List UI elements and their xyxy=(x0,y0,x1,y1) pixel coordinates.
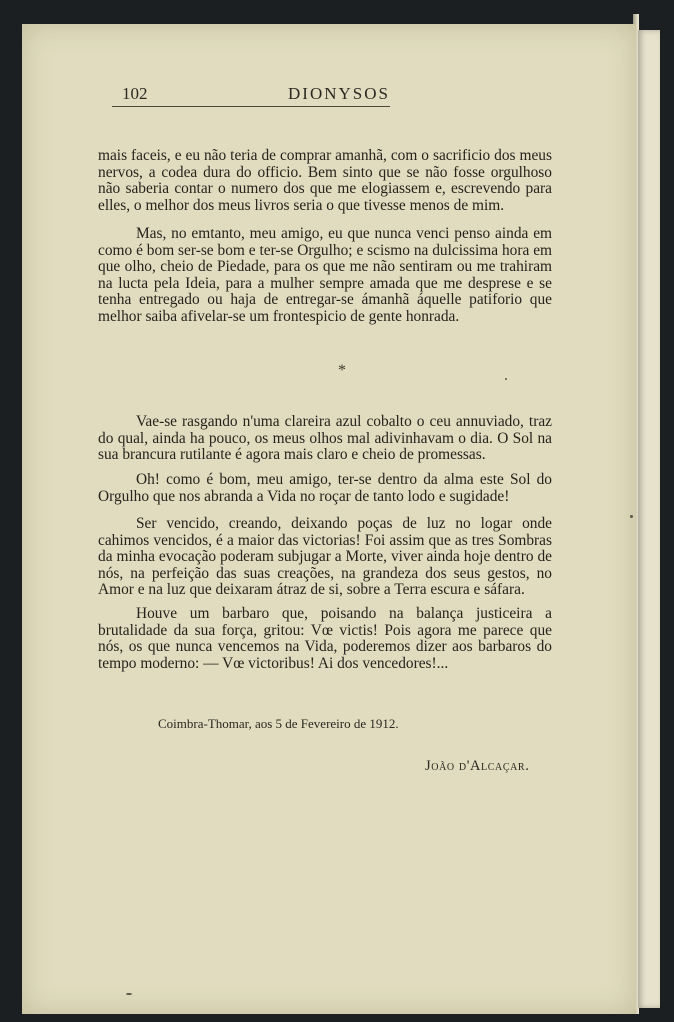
paragraph xyxy=(98,472,552,505)
page-number: 102 xyxy=(122,84,148,103)
paper-speck xyxy=(630,515,633,518)
paragraph xyxy=(98,606,552,672)
paragraph xyxy=(98,226,552,326)
section-divider-asterisk: * xyxy=(338,362,346,379)
paragraph-text: Ser vencido, creando, deixando poças de luz no logar onde cahimos vencidos, é a maior das victorias! Foi assim que as tres Sombras da minha evocação poderam subjugar a Morte, viver ainda hoje dentro de nós, na perfeição das suas creações, na grandeza dos seus gestos, no Amor e na luz que deixaram átraz de si, sobre a Terra escura e sáfara. xyxy=(98,515,552,599)
paragraph-text: Vae-se rasgando n'uma clareira azul cobalto o ceu annuviado, traz do qual, ainda ha pouco, os meus olhos mal adivinhavam o dia. O Sol na sua brancura rutilante é agora mais claro e cheio de promessas. xyxy=(98,413,552,464)
paragraph-text: Houve um barbaro que, poisando na balança justiceira a brutalidade da sua força, gritou: Vœ victis! Pois agora me parece que nós, os que nunca vencemos na Vida, poderemos dizer aos barbaros do tempo moderno: — Vœ victoribus! Ai dos vencedores!... xyxy=(98,605,552,672)
author-signature: João d'Alcaçar. xyxy=(425,758,530,774)
dateline: Coimbra-Thomar, aos 5 de Fevereiro de 1912. xyxy=(158,716,399,731)
paper-speck xyxy=(505,378,507,380)
paragraph xyxy=(98,516,552,599)
running-title: DIONYSOS xyxy=(288,84,390,103)
facing-page-edge xyxy=(638,30,660,1008)
paragraph xyxy=(98,414,552,464)
paragraph-text: Oh! como é bom, meu amigo, ter-se dentro da alma este Sol do Orgulho que nos abranda a Vida no roçar de tanto lodo e sugidade! xyxy=(98,471,552,505)
page-header xyxy=(112,84,390,107)
paragraph-continued: mais faceis, e eu não teria de comprar amanhã, com o sacrificio dos meus nervos, a codea dura do officio. Bem sinto que se não fosse orgulhoso não saberia contar o numero dos que me elogiassem e, escrevendo para elles, o melhor dos meus livros seria o que tivesse menos de mim. xyxy=(98,147,552,214)
paragraph-text: Mas, no emtanto, meu amigo, eu que nunca venci penso ainda em como é bom ser-se bom e ter-se Orgulho; e scismo na dulcissima hora em que olho, cheio de Piedade, para os que me não sentiram ou me trahiram na lucta pela Ideia, para a mulher sempre amada que me desprese e se tenha entregado ou haja de entregar-se ámanhã áquelle patiforio que melhor saiba afivelar-se um frontespicio de gente honrada. xyxy=(98,225,552,325)
paper-speck xyxy=(126,993,132,995)
